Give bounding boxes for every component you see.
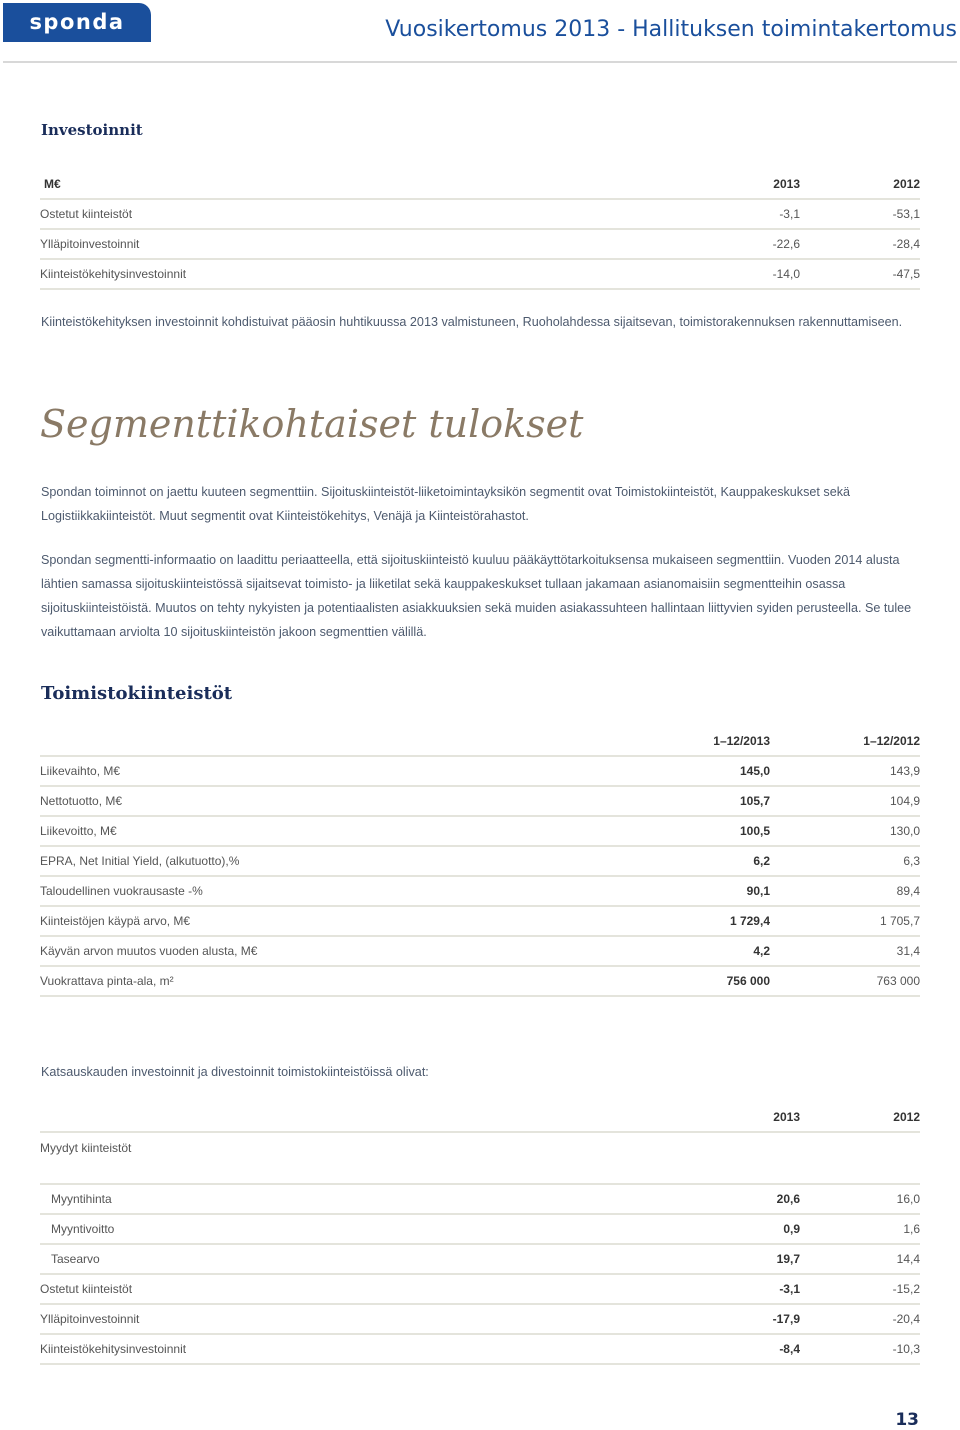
table-row xyxy=(40,846,920,876)
table-row xyxy=(40,1274,920,1304)
table-row xyxy=(40,786,920,816)
cell-2013: 756 000 xyxy=(620,966,770,996)
cell-2013: 1 729,4 xyxy=(620,906,770,936)
row-label: Ylläpitoinvestoinnit xyxy=(40,1304,680,1334)
table-row xyxy=(40,1244,920,1274)
table-header-row xyxy=(40,170,920,199)
row-label: Kiinteistökehitysinvestoinnit xyxy=(40,1334,680,1364)
cell-2013: -3,1 xyxy=(680,199,800,229)
page-header xyxy=(0,0,960,66)
investments-note: Kiinteistökehityksen investoinnit kohdistuivat pääosin huhtikuussa 2013 valmistuneen, Ruoholahdessa sijaitsevan, toimistorakennuksen rakennuttamiseen. xyxy=(41,315,903,329)
cell-2012: 104,9 xyxy=(770,786,920,816)
page-number: 13 xyxy=(895,1410,919,1430)
cell-2012: 130,0 xyxy=(770,816,920,846)
cell-2013: 100,5 xyxy=(620,816,770,846)
cell-2012: -20,4 xyxy=(800,1304,920,1334)
table-row xyxy=(40,1334,920,1364)
cell-2012: 14,4 xyxy=(800,1244,920,1274)
segments-paragraph-1: Spondan toiminnot on jaettu kuuteen segmenttiin. Sijoituskiinteistöt-liiketoimintayksikön segmentit ovat Toimistokiinteistöt, Kauppakeskukset sekä Logistiikkakiinteistöt. Muut segmentit ovat Kiinteistökehitys, Venäjä ja Kiinteistörahastot. xyxy=(41,485,850,523)
table-row xyxy=(40,936,920,966)
cell-2012: 31,4 xyxy=(770,936,920,966)
cell-2012: 6,3 xyxy=(770,846,920,876)
cell-2013: 4,2 xyxy=(620,936,770,966)
cell-2013: 145,0 xyxy=(620,756,770,786)
row-label: Ostetut kiinteistöt xyxy=(40,199,680,229)
cell-2012: 1,6 xyxy=(800,1214,920,1244)
cell-2012: 763 000 xyxy=(770,966,920,996)
cell-2013: -22,6 xyxy=(680,229,800,259)
row-label: Kiinteistökehitysinvestoinnit xyxy=(40,259,680,289)
row-label: Tasearvo xyxy=(40,1244,680,1274)
cell-2013: 20,6 xyxy=(680,1184,800,1214)
column-header: 2012 xyxy=(800,170,920,199)
row-label: Myyntihinta xyxy=(40,1184,680,1214)
column-header xyxy=(40,727,620,756)
row-label: Ylläpitoinvestoinnit xyxy=(40,229,680,259)
cell-2012: -10,3 xyxy=(800,1334,920,1364)
group-label: Myydyt kiinteistöt xyxy=(40,1132,680,1184)
row-label: Ostetut kiinteistöt xyxy=(40,1274,680,1304)
divestments-table xyxy=(40,1103,920,1365)
cell-2012: -28,4 xyxy=(800,229,920,259)
table-row xyxy=(40,1184,920,1214)
cell-2013: 0,9 xyxy=(680,1214,800,1244)
table-row xyxy=(40,906,920,936)
office-kpi-table xyxy=(40,727,920,997)
table-group-row xyxy=(40,1132,920,1184)
cell-2013: -3,1 xyxy=(680,1274,800,1304)
column-header: 2012 xyxy=(800,1103,920,1132)
row-label: Vuokrattava pinta-ala, m² xyxy=(40,966,620,996)
row-label: Myyntivoitto xyxy=(40,1214,680,1244)
column-header xyxy=(40,1103,680,1132)
cell-2013: -17,9 xyxy=(680,1304,800,1334)
cell-2013: 105,7 xyxy=(620,786,770,816)
row-label: Liikevoitto, M€ xyxy=(40,816,620,846)
cell-2012: -47,5 xyxy=(800,259,920,289)
table-header-row xyxy=(40,727,920,756)
row-label: Taloudellinen vuokrausaste -% xyxy=(40,876,620,906)
column-header: 2013 xyxy=(680,170,800,199)
table-row xyxy=(40,876,920,906)
cell-2012: 16,0 xyxy=(800,1184,920,1214)
cell-2013: -8,4 xyxy=(680,1334,800,1364)
cell-2012: -15,2 xyxy=(800,1274,920,1304)
table-row xyxy=(40,1214,920,1244)
investments-table xyxy=(40,170,920,290)
table-row xyxy=(40,199,920,229)
row-label: EPRA, Net Initial Yield, (alkutuotto),% xyxy=(40,846,620,876)
table-row xyxy=(40,1304,920,1334)
cell-2012: 1 705,7 xyxy=(770,906,920,936)
row-label: Kiinteistöjen käypä arvo, M€ xyxy=(40,906,620,936)
segments-paragraph-2: Spondan segmentti-informaatio on laadittu periaatteella, että sijoituskiinteistö kuuluu pääkäyttötarkoituksensa mukaiseen segmenttiin. Vuoden 2014 alusta lähtien samassa sijoituskiinteistössä sijaitsevat toimisto- ja liiketilat sekä kauppakeskukset tullaan jakamaan asianomaisiin segmentteihin osassa sijoituskiinteistöistä. Muutos on tehty nykyisten ja potentiaalisten asiakkuuksien sekä muiden asiakassuhteen hallintaan liittyvien syiden perusteella. Se tulee vaikuttamaan arviolta 10 sijoituskiinteistön jakoon segmenttien välillä. xyxy=(41,553,912,639)
sponda-logo: sponda xyxy=(3,3,151,42)
divest-intro: Katsauskauden investoinnit ja divestoinnit toimistokiinteistöissä olivat: xyxy=(41,1065,429,1079)
section-title: Segmenttikohtaiset tulokset xyxy=(40,402,584,446)
row-label: Liikevaihto, M€ xyxy=(40,756,620,786)
column-header: 1–12/2012 xyxy=(770,727,920,756)
cell-2013: -14,0 xyxy=(680,259,800,289)
column-header: 1–12/2013 xyxy=(620,727,770,756)
column-header: M€ xyxy=(40,170,680,199)
cell-2012: -53,1 xyxy=(800,199,920,229)
row-label: Nettotuotto, M€ xyxy=(40,786,620,816)
table-header-row xyxy=(40,1103,920,1132)
table-row xyxy=(40,816,920,846)
cell-2012: 89,4 xyxy=(770,876,920,906)
office-heading: Toimistokiinteistöt xyxy=(41,683,233,704)
investments-heading: Investoinnit xyxy=(41,121,143,139)
cell-2013: 90,1 xyxy=(620,876,770,906)
table-row xyxy=(40,966,920,996)
cell-2013: 19,7 xyxy=(680,1244,800,1274)
document-title: Vuosikertomus 2013 - Hallituksen toimintakertomus xyxy=(385,17,957,42)
row-label: Käyvän arvon muutos vuoden alusta, M€ xyxy=(40,936,620,966)
table-row xyxy=(40,259,920,289)
header-divider xyxy=(3,61,957,63)
table-row xyxy=(40,756,920,786)
column-header: 2013 xyxy=(680,1103,800,1132)
cell-2013: 6,2 xyxy=(620,846,770,876)
cell-2012: 143,9 xyxy=(770,756,920,786)
table-row xyxy=(40,229,920,259)
